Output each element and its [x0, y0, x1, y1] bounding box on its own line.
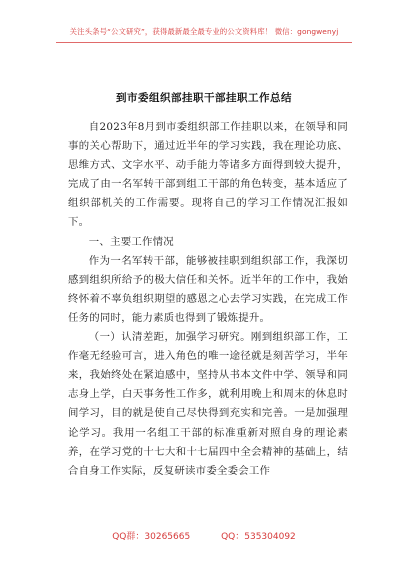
paragraph-overview: 作为一名军转干部，能够被挂职到组织部工作，我深切感到组织所给予的极大信任和关怀。近半年的工作中，我始终怀着不辜负组织期望的感恩之心去学习实践，在完成工作任务的同时，能力素质也得到了锻炼提升。 [68, 254, 348, 324]
document-body [68, 118, 348, 481]
footer-qq-group: QQ群：30265665 [112, 532, 191, 542]
header-divider [56, 42, 352, 43]
section-heading: 一、主要工作情况 [88, 235, 174, 248]
footer-qq: QQ：535304092 [221, 532, 296, 542]
paragraph-intro: 自2023年8月到市委组织部工作挂职以来，在领导和同事的关心帮助下，通过近半年的学习实践，我在理论功底、思维方式、文字水平、动手能力等诸多方面得到较大提升，完成了由一名军转干部到组工干部的角色转变，基本适应了组织部机关的工作需要。现将自己的学习工作情况汇报如下。 [68, 121, 348, 229]
header-banner: 关注头条号“公文研究”，获得最新最全最专业的公文资料库！ 微信：gongwenyj [69, 27, 339, 36]
paragraph-study: （一）认清差距，加强学习研究。刚到组织部工作，工作毫无经验可言，进入角色的唯一途径就是刻苦学习，半年来，我始终处在紧迫感中，坚持从书本文件中学、领导和同志身上学，白天事务性工作多，就利用晚上和周末的休息时间学习，目的就是使自己尽快得到充实和完善。一是加强理论学习。我用一名组工干部的标准重新对照自身的理论素养，在学习党的十七大和十七届四中全会精神的基础上，结合自身工作实际，反复研读市委全委会工作 [68, 331, 348, 477]
document-title: 到市委组织部挂职干部挂职工作总结 [116, 92, 292, 104]
footer-contacts [0, 529, 408, 542]
